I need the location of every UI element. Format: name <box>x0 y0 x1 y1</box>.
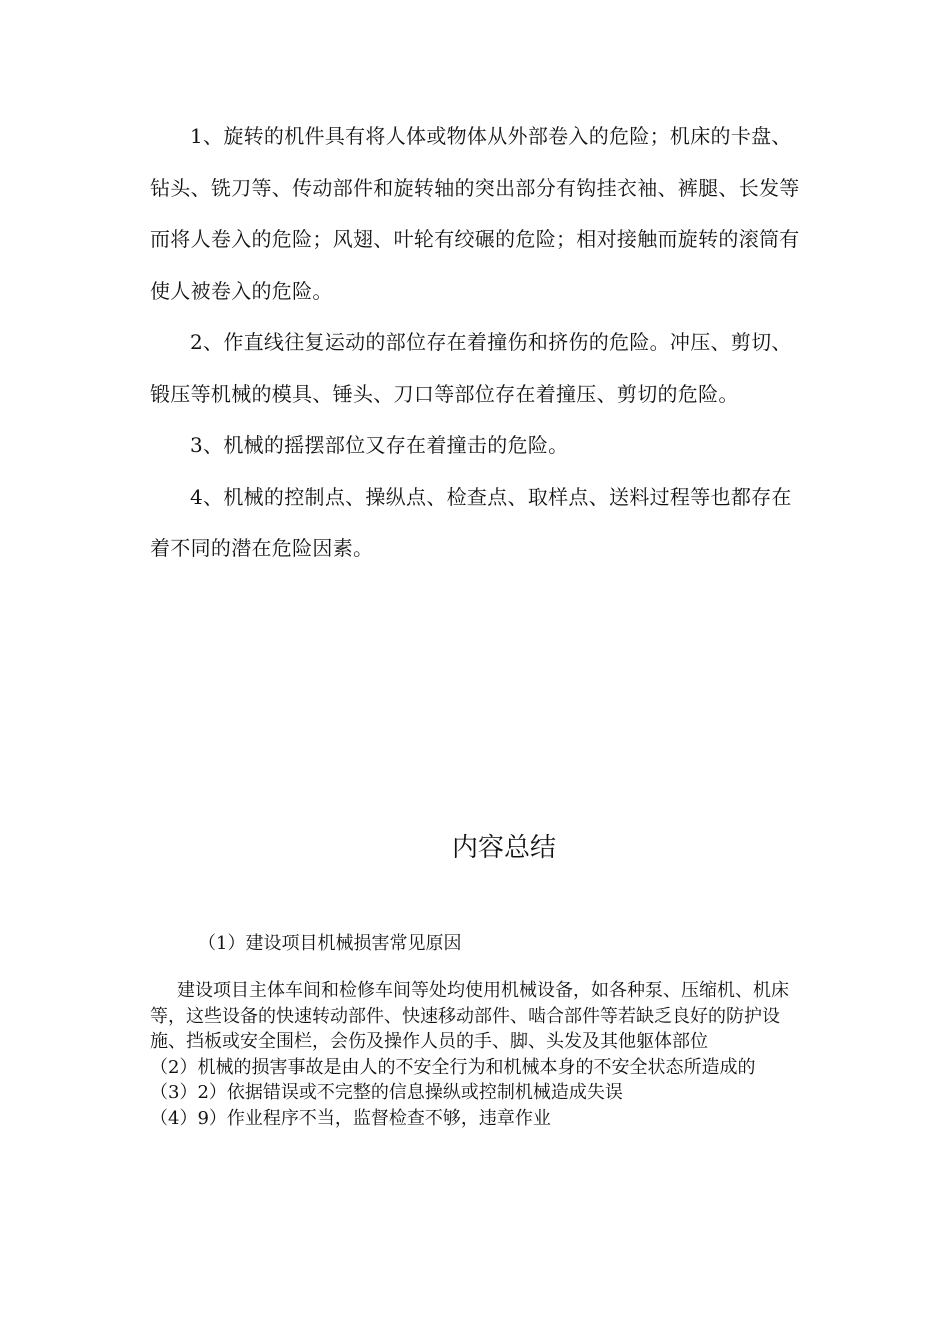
hazard-paragraph-2: 2、作直线往复运动的部位存在着撞伤和挤伤的危险。冲压、剪切、锻压等机械的模具、锤头、刀口等部位存在着撞压、剪切的危险。 <box>150 330 792 406</box>
summary-title: 内容总结 <box>451 833 556 863</box>
hazard-list <box>150 111 800 575</box>
hazard-paragraph-1: 1、旋转的机件具有将人体或物体从外部卷入的危险；机床的卡盘、钻头、铣刀等、传动部件和旋转轴的突出部分有钩挂衣袖、裤腿、长发等而将人卷入的危险；风翅、叶轮有绞碾的危险；相对接触而旋转的滚筒有使人被卷入的危险。 <box>150 124 800 303</box>
summary-line-2: （2）机械的损害事故是由人的不安全行为和机械本身的不安全状态所造成的 <box>150 1056 756 1078</box>
hazard-paragraph-4: 4、机械的控制点、操纵点、检查点、取样点、送料过程等也都存在着不同的潜在危险因素。 <box>150 484 792 560</box>
summary-heading: （1）建设项目机械损害常见原因 <box>198 933 462 954</box>
summary-line-1: 建设项目主体车间和检修车间等处均使用机械设备，如各种泵、压缩机、机床等，这些设备的快速转动部件、快速移动部件、啮合部件等若缺乏良好的防护设施、挡板或安全围栏，会伤及操作人员的手、脚、头发及其他躯体部位 <box>150 980 789 1052</box>
summary-body <box>150 978 800 1131</box>
hazard-paragraph-3: 3、机械的摇摆部位又存在着撞击的危险。 <box>190 433 569 457</box>
summary-line-4: （4）9）作业程序不当，监督检查不够，违章作业 <box>150 1107 551 1129</box>
summary-line-3: （3）2）依据错误或不完整的信息操纵或控制机械造成失误 <box>150 1082 623 1103</box>
